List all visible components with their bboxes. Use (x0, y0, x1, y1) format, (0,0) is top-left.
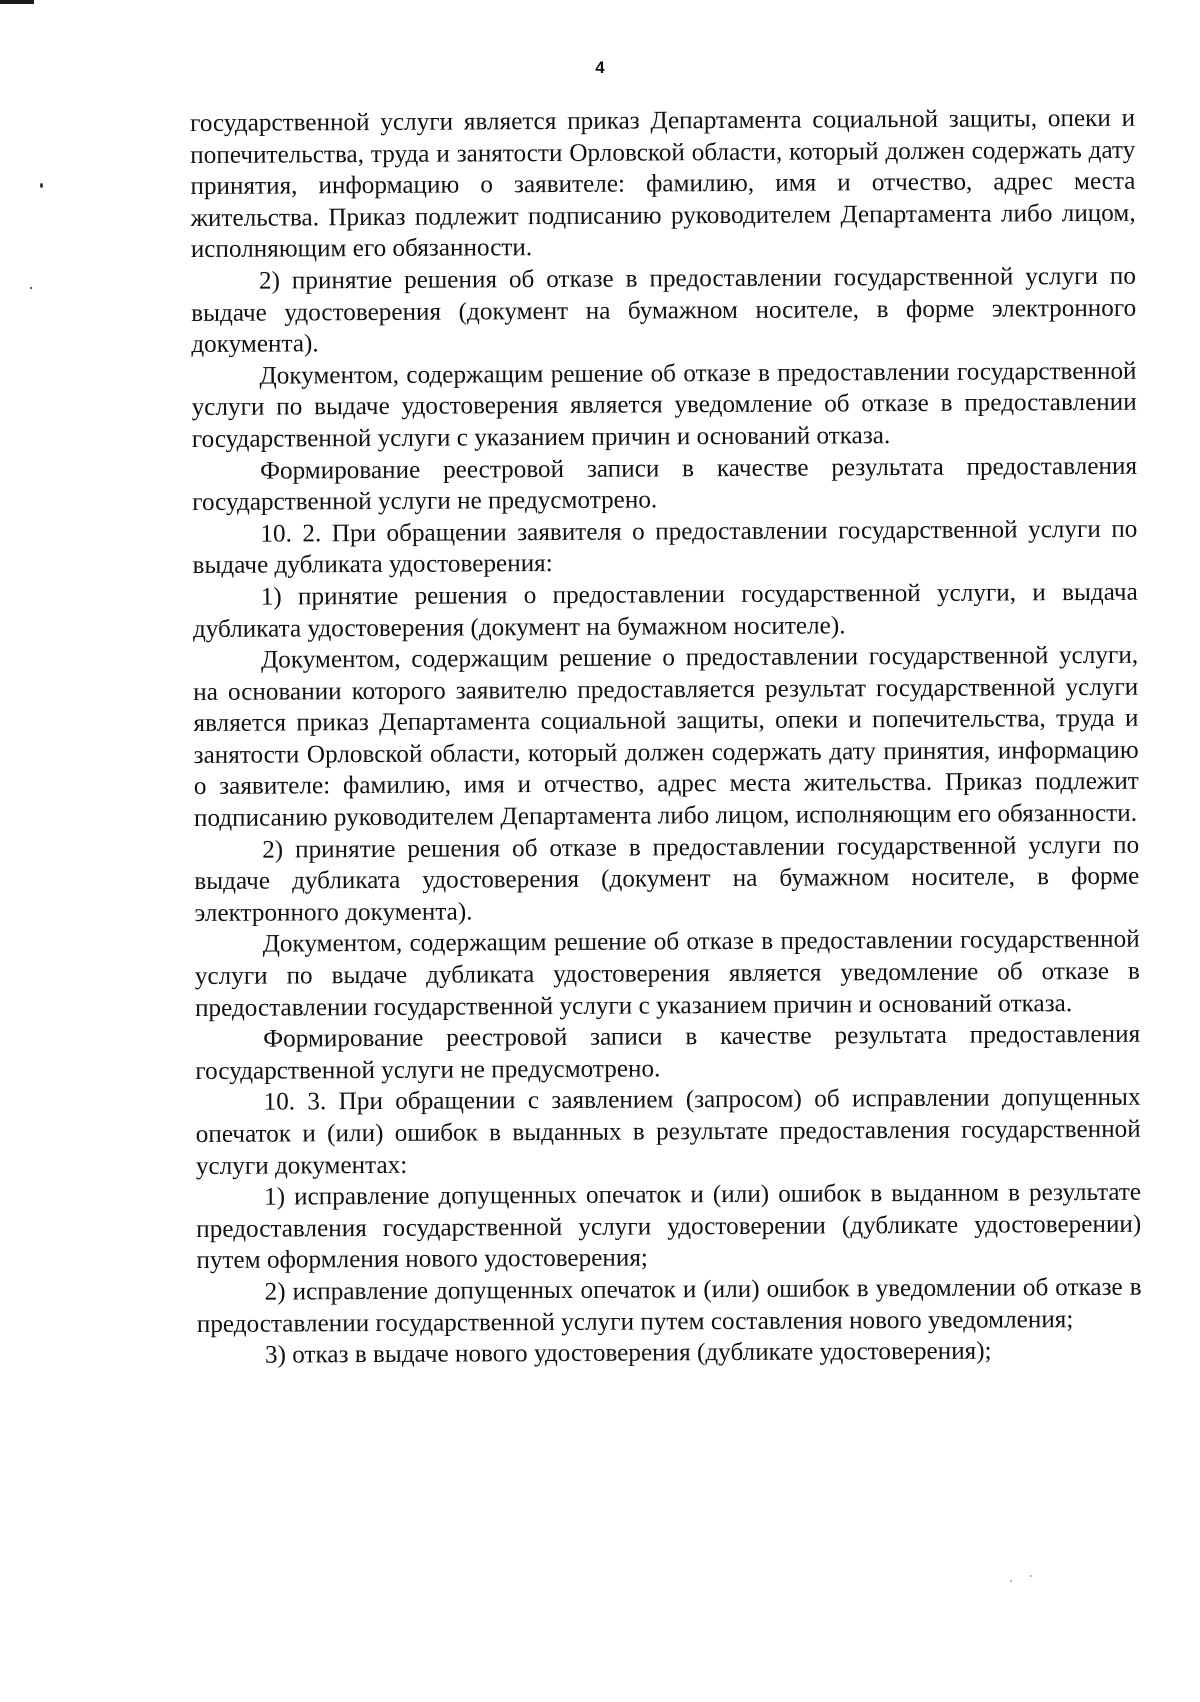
scan-edge-mark (0, 0, 34, 4)
paragraph: 1) принятие решения о предоставлении государственной услуги, и выдача дубликата удостоверения (документ на бумажном носителе). (192, 578, 1138, 643)
paragraph: 10. 3. При обращении с заявлением (запросом) об исправлении допущенных опечаток и (или) ошибок в выданных в результате предоставления государственной услуги документах: (195, 1084, 1141, 1180)
document-body (190, 103, 1142, 1372)
paragraph: 2) исправление допущенных опечаток и (или) ошибок в уведомлении об отказе в предоставлении государственной услуги путем составления нового уведомления; (196, 1273, 1142, 1338)
page-number: 4 (595, 58, 605, 77)
paragraph: Документом, содержащим решение о предоставлении государственной услуги, на основании которого заявителю предоставляется результат государственной услуги является приказ Департамента социальной защиты, опеки и попечительства, труда и занятости Орловской области, который должен содержать дату принятия, информацию о заявителе: фамилию, имя и отчество, адрес места жительства. Приказ подлежит подписанию руководителем Департамента либо лицом, исполняющим его обязанности. (193, 641, 1139, 833)
paragraph: 3) отказ в выдаче нового удостоверения (дубликате удостоверения); (264, 1337, 992, 1369)
paragraph: государственной услуги является приказ Департамента социальной защиты, опеки и попечительства, труда и занятости Орловской области, который должен содержать дату принятия, информацию о заявителе: фамилию, имя и отчество, адрес места жительства. Приказ подлежит подписанию руководителем Департамента либо лицом, исполняющим его обязанности. (190, 104, 1136, 264)
paragraph: Формирование реестровой записи в качестве результата предоставления государственной услуги не предусмотрено. (195, 1020, 1141, 1085)
paragraph: Документом, содержащим решение об отказе в предоставлении государственной услуги по выдаче удостоверения является уведомление об отказе в предоставлении государственной услуги с указанием причин и оснований отказа. (191, 357, 1137, 453)
paragraph: Формирование реестровой записи в качестве результата предоставления государственной услуги не предусмотрено. (192, 452, 1138, 517)
paragraph: 2) принятие решения об отказе в предоставлении государственной услуги по выдаче удостоверения (документ на бумажном носителе, в форме электронного документа). (191, 262, 1137, 359)
scan-speck (40, 183, 43, 188)
paragraph: 2) принятие решения об отказе в предоставлении государственной услуги по выдаче дубликата удостоверения (документ на бумажном носителе, в форме электронного документа). (194, 831, 1140, 927)
scan-speck (1030, 1575, 1032, 1577)
scan-speck (30, 287, 32, 289)
paragraph: Документом, содержащим решение об отказе в предоставлении государственной услуги по выдаче дубликата удостоверения является уведомление об отказе в предоставлении государственной услуги с указанием причин и оснований отказа. (194, 926, 1140, 1022)
paragraph: 1) исправление допущенных опечаток и (или) ошибок в выданном в результате предоставления государственной услуги удостоверении (дубликате удостоверении) путем оформления нового удостоверения; (196, 1178, 1142, 1275)
scan-speck (1010, 1580, 1012, 1582)
paragraph: 10. 2. При обращении заявителя о предоставлении государственной услуги по выдаче дубликата удостоверения: (192, 515, 1138, 580)
